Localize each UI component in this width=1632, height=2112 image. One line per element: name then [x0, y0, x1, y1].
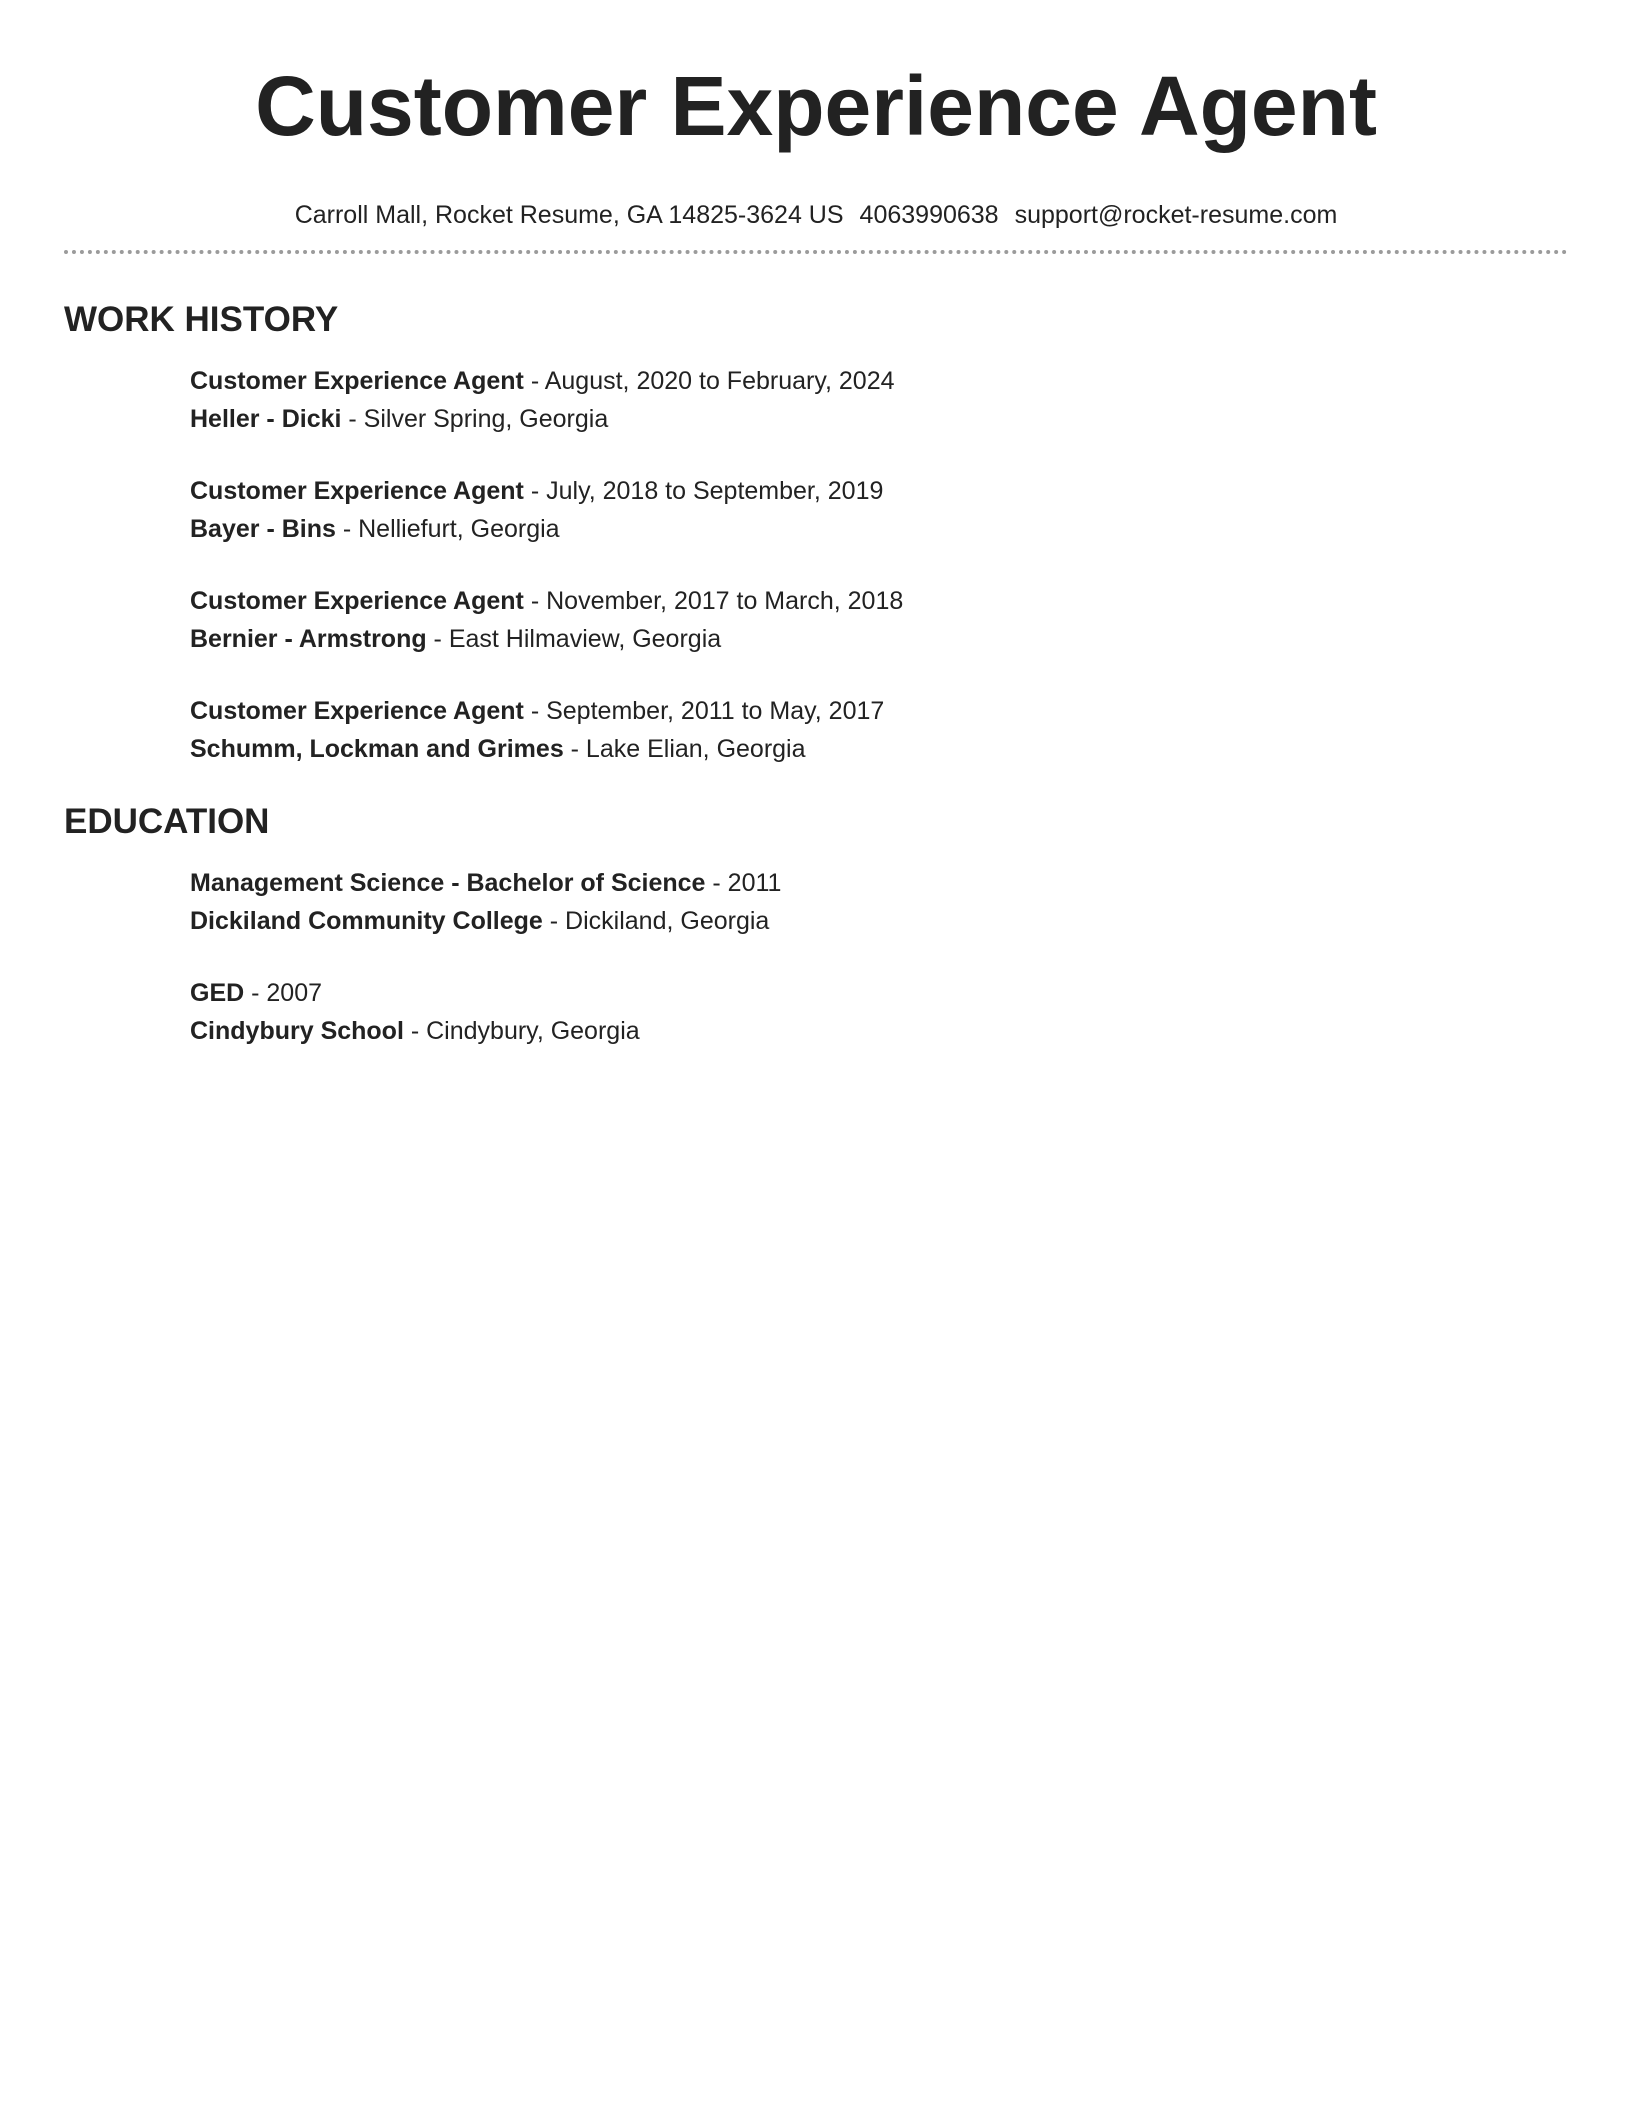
work-role: Customer Experience Agent	[190, 697, 524, 725]
work-role: Customer Experience Agent	[190, 587, 524, 615]
work-entry-title-line	[190, 692, 1568, 730]
work-entry-company-line	[190, 400, 1568, 438]
work-dates: - September, 2011 to May, 2017	[523, 697, 885, 725]
education-entry	[190, 864, 1568, 940]
education-heading: EDUCATION	[64, 802, 270, 841]
education-school: Dickiland Community College	[190, 907, 543, 935]
education-degree-line	[190, 864, 1568, 902]
contact-address: Carroll Mall, Rocket Resume, GA 14825-3624 US	[294, 201, 844, 229]
resume-title: Customer Experience Agent	[255, 59, 1377, 153]
work-entry	[190, 692, 1568, 768]
work-location: - Silver Spring, Georgia	[341, 405, 609, 433]
work-location: - Nelliefurt, Georgia	[335, 515, 560, 543]
education-school-line	[190, 902, 1568, 940]
work-company: Heller - Dicki	[190, 405, 342, 433]
work-entry	[190, 582, 1568, 658]
work-role: Customer Experience Agent	[190, 477, 524, 505]
work-entry-company-line	[190, 620, 1568, 658]
work-company: Bernier - Armstrong	[190, 625, 427, 653]
work-company: Schumm, Lockman and Grimes	[190, 735, 564, 763]
work-history-section	[64, 298, 1568, 802]
work-entry-title-line	[190, 472, 1568, 510]
resume-header	[0, 0, 1632, 232]
header-divider	[64, 250, 1568, 254]
work-history-heading: WORK HISTORY	[64, 300, 339, 339]
education-school: Cindybury School	[190, 1017, 404, 1045]
contact-line	[0, 198, 1632, 232]
work-role: Customer Experience Agent	[190, 367, 524, 395]
work-dates: - November, 2017 to March, 2018	[523, 587, 904, 615]
work-history-list	[64, 362, 1568, 768]
education-school-line	[190, 1012, 1568, 1050]
education-list	[64, 864, 1568, 1050]
work-entry-title-line	[190, 582, 1568, 620]
work-dates: - August, 2020 to February, 2024	[523, 367, 895, 395]
contact-phone: 4063990638	[859, 201, 999, 229]
work-company: Bayer - Bins	[190, 515, 336, 543]
education-degree-line	[190, 974, 1568, 1012]
contact-email: support@rocket-resume.com	[1014, 201, 1338, 229]
work-entry-company-line	[190, 510, 1568, 548]
work-location: - East Hilmaview, Georgia	[426, 625, 722, 653]
work-entry	[190, 362, 1568, 438]
education-section	[64, 800, 1568, 1084]
education-year: - 2011	[705, 869, 782, 897]
work-dates: - July, 2018 to September, 2019	[523, 477, 884, 505]
work-entry-title-line	[190, 362, 1568, 400]
work-location: - Lake Elian, Georgia	[563, 735, 806, 763]
education-year: - 2007	[244, 979, 323, 1007]
education-location: - Cindybury, Georgia	[403, 1017, 640, 1045]
education-entry	[190, 974, 1568, 1050]
work-entry-company-line	[190, 730, 1568, 768]
work-entry	[190, 472, 1568, 548]
education-degree: Management Science - Bachelor of Science	[190, 869, 706, 897]
education-location: - Dickiland, Georgia	[542, 907, 770, 935]
education-degree: GED	[190, 979, 245, 1007]
